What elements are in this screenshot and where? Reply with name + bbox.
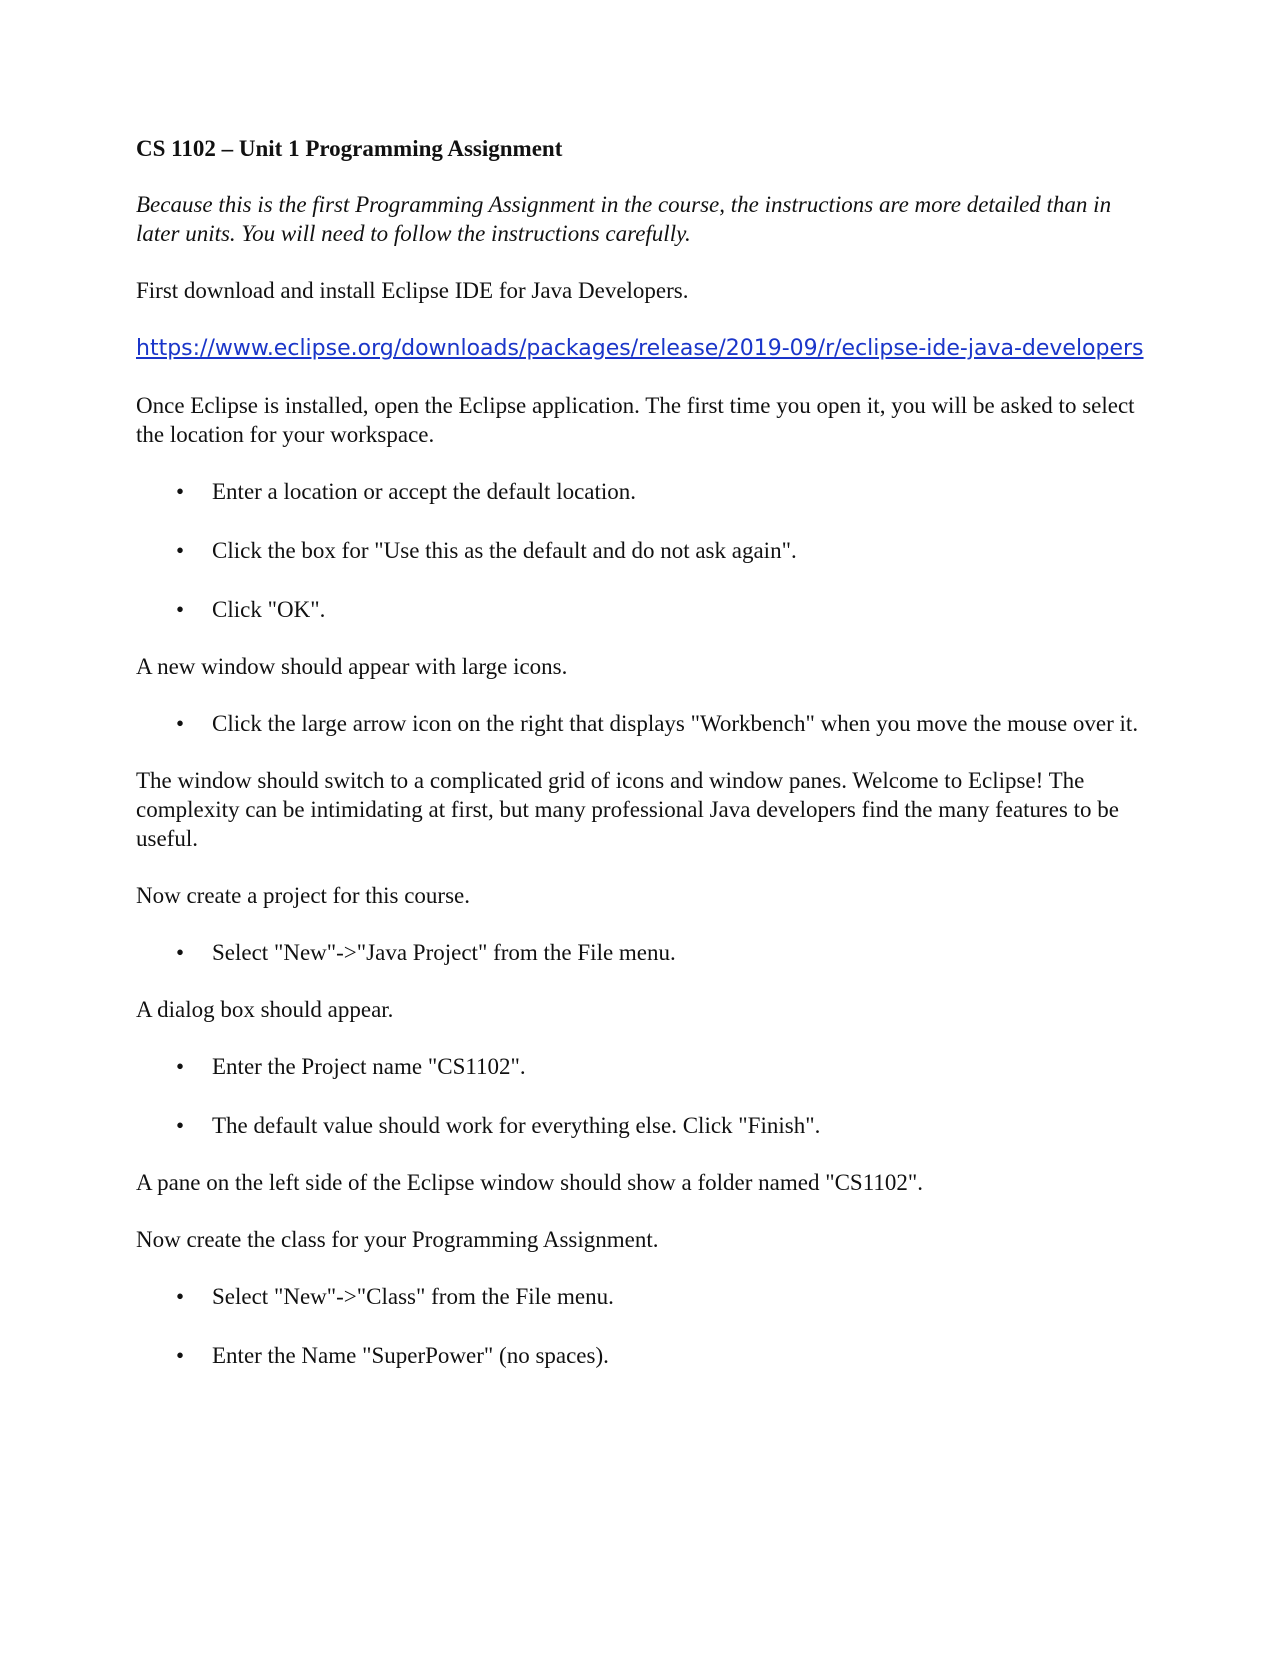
list-item (136, 938, 1146, 967)
document-title: CS 1102 – Unit 1 Programming Assignment (136, 136, 563, 161)
bullet-icon: • (176, 1343, 185, 1368)
workspace-paragraph: Once Eclipse is installed, open the Eclipse application. The first time you open it, you will be asked to select the location for your workspace. (136, 393, 1135, 447)
class-steps-list (136, 1282, 1146, 1370)
list-item-text: Click the box for "Use this as the default and do not ask again". (212, 538, 797, 563)
download-link-paragraph (136, 333, 1146, 363)
grid-paragraph: The window should switch to a complicated grid of icons and window panes. Welcome to Eclipse! The complexity can be intimidating at first, but many professional Java developers find the many features to be useful. (136, 768, 1119, 851)
list-item (136, 536, 1146, 565)
list-item (136, 709, 1146, 738)
class-paragraph: Now create the class for your Programming Assignment. (136, 1227, 659, 1252)
dialog-steps-list (136, 1052, 1146, 1140)
window-steps-list (136, 709, 1146, 738)
download-paragraph: First download and install Eclipse IDE for Java Developers. (136, 278, 689, 303)
workspace-steps-list (136, 477, 1146, 624)
eclipse-download-link[interactable]: https://www.eclipse.org/downloads/packages/release/2019-09/r/eclipse-ide-java-developers (136, 336, 1144, 361)
bullet-icon: • (176, 538, 185, 563)
list-item (136, 1341, 1146, 1370)
document-body (136, 134, 1146, 1398)
bullet-icon: • (176, 1054, 185, 1079)
list-item-text: Select "New"->"Java Project" from the File menu. (212, 940, 676, 965)
bullet-icon: • (176, 597, 185, 622)
list-item-text: Click the large arrow icon on the right that displays "Workbench" when you move the mouse over it. (212, 711, 1139, 736)
list-item (136, 595, 1146, 624)
bullet-icon: • (176, 940, 185, 965)
list-item (136, 1282, 1146, 1311)
list-item-text: The default value should work for everything else. Click "Finish". (212, 1113, 821, 1138)
window-paragraph: A new window should appear with large icons. (136, 654, 568, 679)
bullet-icon: • (176, 479, 185, 504)
bullet-icon: • (176, 711, 185, 736)
list-item (136, 477, 1146, 506)
pane-paragraph: A pane on the left side of the Eclipse window should show a folder named "CS1102". (136, 1170, 924, 1195)
project-steps-list (136, 938, 1146, 967)
bullet-icon: • (176, 1284, 185, 1309)
project-paragraph: Now create a project for this course. (136, 883, 470, 908)
list-item-text: Select "New"->"Class" from the File menu. (212, 1284, 614, 1309)
bullet-icon: • (176, 1113, 185, 1138)
list-item-text: Enter the Project name "CS1102". (212, 1054, 526, 1079)
dialog-paragraph: A dialog box should appear. (136, 997, 394, 1022)
list-item (136, 1111, 1146, 1140)
list-item-text: Click "OK". (212, 597, 326, 622)
list-item-text: Enter the Name "SuperPower" (no spaces). (212, 1343, 609, 1368)
list-item (136, 1052, 1146, 1081)
list-item-text: Enter a location or accept the default location. (212, 479, 637, 504)
intro-paragraph: Because this is the first Programming Assignment in the course, the instructions are more detailed than in later units. You will need to follow the instructions carefully. (136, 192, 1112, 246)
